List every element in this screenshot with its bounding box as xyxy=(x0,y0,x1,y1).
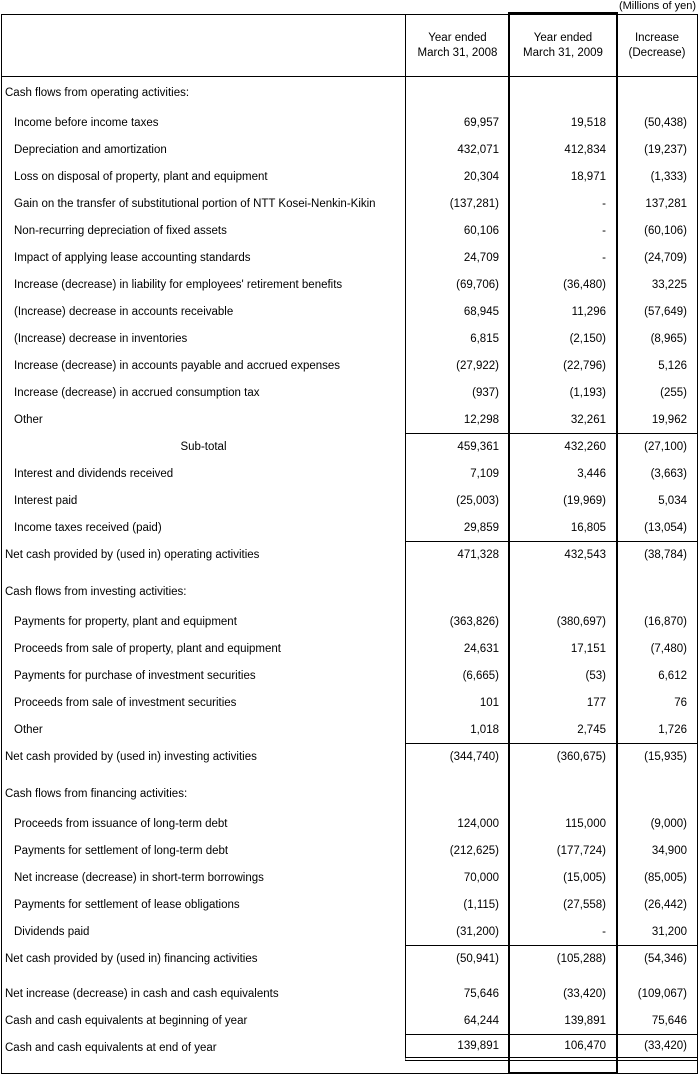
table-row xyxy=(2,136,697,163)
header-col-fy2009-line1: Year ended xyxy=(533,31,593,44)
header-empty-cell xyxy=(2,15,405,76)
value-fy2009 xyxy=(509,576,616,608)
value-fy2009: (177,724) xyxy=(509,837,616,864)
value-increase xyxy=(616,568,697,576)
table-row xyxy=(2,689,697,716)
value-fy2008: 60,106 xyxy=(405,217,509,244)
value-fy2009: (33,420) xyxy=(509,980,616,1007)
value-fy2008 xyxy=(405,770,509,778)
value-fy2009: (53) xyxy=(509,662,616,689)
row-label: Income before income taxes xyxy=(14,116,159,129)
value-increase xyxy=(616,576,697,608)
row-label: Cash flows from operating activities: xyxy=(5,87,190,99)
value-fy2008: 69,957 xyxy=(405,109,509,136)
value-fy2009: 11,296 xyxy=(509,298,616,325)
value-fy2008: 75,646 xyxy=(405,980,509,1007)
value-fy2009: 3,446 xyxy=(509,460,616,487)
row-label: Income taxes received (paid) xyxy=(14,521,162,534)
value-increase: (16,870) xyxy=(616,608,697,635)
value-increase: (24,709) xyxy=(616,244,697,271)
table-row xyxy=(2,487,697,514)
value-increase: (1,333) xyxy=(616,163,697,190)
table-body xyxy=(2,77,697,1061)
value-fy2008: 20,304 xyxy=(405,163,509,190)
table-row xyxy=(2,298,697,325)
value-fy2009: 115,000 xyxy=(509,810,616,837)
row-label: Payments for settlement of long-term debt xyxy=(14,844,229,857)
row-label xyxy=(2,568,405,576)
section-row xyxy=(2,576,697,608)
header-col-fy2008 xyxy=(405,15,509,76)
value-fy2008: 24,631 xyxy=(405,635,509,662)
units-caption: (Millions of yen) xyxy=(618,0,696,12)
value-fy2009: (36,480) xyxy=(509,271,616,298)
table-row xyxy=(2,945,697,972)
value-increase: (15,935) xyxy=(616,743,697,770)
table-row xyxy=(2,608,697,635)
table-row xyxy=(2,1007,697,1034)
value-fy2008: 68,945 xyxy=(405,298,509,325)
value-fy2009: - xyxy=(509,217,616,244)
value-fy2008: 24,709 xyxy=(405,244,509,271)
value-increase: (50,438) xyxy=(616,109,697,136)
value-fy2009 xyxy=(509,77,616,109)
value-increase: 75,646 xyxy=(616,1007,697,1034)
row-label: Dividends paid xyxy=(14,925,90,938)
value-fy2008: 459,361 xyxy=(405,433,509,460)
value-increase xyxy=(616,778,697,810)
row-label: Cash and cash equivalents at end of year xyxy=(5,1041,217,1054)
value-increase: (33,420) xyxy=(616,1034,697,1061)
table-row xyxy=(2,810,697,837)
value-increase: 34,900 xyxy=(616,837,697,864)
value-fy2009: (380,697) xyxy=(509,608,616,635)
table-row xyxy=(2,460,697,487)
value-fy2008: (937) xyxy=(405,379,509,406)
value-fy2009 xyxy=(509,778,616,810)
value-fy2008: 7,109 xyxy=(405,460,509,487)
value-fy2008: (25,003) xyxy=(405,487,509,514)
value-increase: (109,067) xyxy=(616,980,697,1007)
table-row xyxy=(2,918,697,945)
value-increase: 5,034 xyxy=(616,487,697,514)
header-col-increase-line1: Increase xyxy=(634,31,680,44)
table-row xyxy=(2,662,697,689)
value-fy2008: (212,625) xyxy=(405,837,509,864)
value-increase: 137,281 xyxy=(616,190,697,217)
value-increase: (26,442) xyxy=(616,891,697,918)
value-increase: 76 xyxy=(616,689,697,716)
value-increase: 19,962 xyxy=(616,406,697,433)
value-increase: (7,480) xyxy=(616,635,697,662)
row-label: Cash flows from financing activities: xyxy=(5,788,188,800)
value-fy2009: (360,675) xyxy=(509,743,616,770)
value-fy2009: (2,150) xyxy=(509,325,616,352)
value-fy2009: 18,971 xyxy=(509,163,616,190)
row-label: Other xyxy=(14,723,43,736)
value-fy2009: (105,288) xyxy=(509,945,616,972)
row-label: Net increase (decrease) in cash and cash equivalents xyxy=(5,987,279,1000)
value-fy2008: 12,298 xyxy=(405,406,509,433)
value-increase: 6,612 xyxy=(616,662,697,689)
spacer-row xyxy=(2,972,697,980)
value-increase: (54,346) xyxy=(616,945,697,972)
value-fy2009: 17,151 xyxy=(509,635,616,662)
value-fy2009 xyxy=(509,972,616,980)
row-label: Gain on the transfer of substitutional portion of NTT Kosei-Nenkin-Kikin xyxy=(14,197,376,210)
value-fy2008: (50,941) xyxy=(405,945,509,972)
header-col-fy2009-line2: March 31, 2009 xyxy=(523,46,603,59)
row-label: Impact of applying lease accounting standards xyxy=(14,251,251,264)
table-row xyxy=(2,743,697,770)
cash-flow-table xyxy=(1,14,698,1074)
value-increase xyxy=(616,770,697,778)
row-label: Payments for purchase of investment securities xyxy=(14,669,256,682)
table-row xyxy=(2,325,697,352)
value-fy2008: (27,922) xyxy=(405,352,509,379)
value-increase: 31,200 xyxy=(616,918,697,945)
value-increase: (60,106) xyxy=(616,217,697,244)
value-fy2009: (22,796) xyxy=(509,352,616,379)
section-row xyxy=(2,778,697,810)
table-row xyxy=(2,635,697,662)
value-fy2009 xyxy=(509,770,616,778)
row-label xyxy=(2,770,405,778)
value-increase: 33,225 xyxy=(616,271,697,298)
table-row xyxy=(2,190,697,217)
spacer-row xyxy=(2,770,697,778)
table-row xyxy=(2,109,697,136)
value-fy2008: (69,706) xyxy=(405,271,509,298)
row-label: Sub-total xyxy=(180,440,227,453)
value-fy2008: 6,815 xyxy=(405,325,509,352)
value-increase: 5,126 xyxy=(616,352,697,379)
row-label: Increase (decrease) in accrued consumption tax xyxy=(14,386,260,399)
value-fy2008: (31,200) xyxy=(405,918,509,945)
row-label: Loss on disposal of property, plant and equipment xyxy=(14,170,268,183)
row-label: (Increase) decrease in inventories xyxy=(14,332,188,345)
value-fy2009: 432,543 xyxy=(509,541,616,568)
table-row xyxy=(2,1034,697,1061)
row-label: Payments for property, plant and equipment xyxy=(14,615,237,628)
value-fy2008 xyxy=(405,77,509,109)
value-fy2008 xyxy=(405,576,509,608)
header-col-increase xyxy=(616,15,697,76)
value-fy2008: (137,281) xyxy=(405,190,509,217)
value-increase: (3,663) xyxy=(616,460,697,487)
value-fy2009: - xyxy=(509,244,616,271)
value-increase xyxy=(616,77,697,109)
table-row xyxy=(2,379,697,406)
row-label: Net cash provided by (used in) operating activities xyxy=(5,548,260,561)
row-label: Proceeds from sale of property, plant and equipment xyxy=(14,642,281,655)
value-fy2008: 139,891 xyxy=(405,1034,509,1061)
value-increase: (38,784) xyxy=(616,541,697,568)
value-fy2009: 19,518 xyxy=(509,109,616,136)
row-label: Proceeds from sale of investment securities xyxy=(14,696,237,709)
value-fy2008: 471,328 xyxy=(405,541,509,568)
value-fy2008: 29,859 xyxy=(405,514,509,541)
table-row xyxy=(2,433,697,460)
value-fy2008 xyxy=(405,778,509,810)
value-fy2008: (363,826) xyxy=(405,608,509,635)
header-col-fy2009 xyxy=(509,15,616,76)
value-fy2009: - xyxy=(509,190,616,217)
row-label: Increase (decrease) in accounts payable and accrued expenses xyxy=(14,359,341,372)
value-fy2008: 101 xyxy=(405,689,509,716)
table-row xyxy=(2,163,697,190)
value-fy2008: 70,000 xyxy=(405,864,509,891)
table-row xyxy=(2,837,697,864)
value-fy2008 xyxy=(405,972,509,980)
value-increase: (255) xyxy=(616,379,697,406)
row-label: Interest and dividends received xyxy=(14,467,174,480)
value-increase xyxy=(616,972,697,980)
value-fy2009: (15,005) xyxy=(509,864,616,891)
value-increase: (19,237) xyxy=(616,136,697,163)
spacer-row xyxy=(2,568,697,576)
value-increase: (13,054) xyxy=(616,514,697,541)
table-row xyxy=(2,352,697,379)
table-row xyxy=(2,514,697,541)
value-fy2009: 177 xyxy=(509,689,616,716)
table-row xyxy=(2,271,697,298)
value-fy2008: (344,740) xyxy=(405,743,509,770)
value-fy2009: 16,805 xyxy=(509,514,616,541)
value-fy2009: 412,834 xyxy=(509,136,616,163)
value-fy2008: (6,665) xyxy=(405,662,509,689)
value-fy2009 xyxy=(509,568,616,576)
header-col-increase-line2: (Decrease) xyxy=(628,46,686,59)
value-fy2009: 432,260 xyxy=(509,433,616,460)
row-label: Proceeds from issuance of long-term debt xyxy=(14,817,228,830)
row-label: Other xyxy=(14,413,43,426)
row-label xyxy=(2,972,405,980)
table-row xyxy=(2,980,697,1007)
value-fy2008: 64,244 xyxy=(405,1007,509,1034)
table-row xyxy=(2,244,697,271)
row-label: Net cash provided by (used in) investing activities xyxy=(5,750,257,763)
row-label: Net increase (decrease) in short-term borrowings xyxy=(14,871,264,884)
value-fy2009: - xyxy=(509,918,616,945)
row-label: Payments for settlement of lease obligations xyxy=(14,898,240,911)
value-fy2009: (19,969) xyxy=(509,487,616,514)
table-header-row xyxy=(2,15,697,77)
value-fy2008: 124,000 xyxy=(405,810,509,837)
value-fy2008: 432,071 xyxy=(405,136,509,163)
table-row xyxy=(2,716,697,743)
value-increase: (9,000) xyxy=(616,810,697,837)
table-row xyxy=(2,217,697,244)
table-row xyxy=(2,864,697,891)
value-fy2008: (1,115) xyxy=(405,891,509,918)
value-fy2008: 1,018 xyxy=(405,716,509,743)
value-increase: 1,726 xyxy=(616,716,697,743)
value-fy2009: (1,193) xyxy=(509,379,616,406)
row-label: Increase (decrease) in liability for employees' retirement benefits xyxy=(14,278,343,291)
row-label: Depreciation and amortization xyxy=(14,143,167,156)
value-increase: (27,100) xyxy=(616,433,697,460)
value-increase: (8,965) xyxy=(616,325,697,352)
row-label: Non-recurring depreciation of fixed assets xyxy=(14,224,227,237)
value-fy2009: 106,470 xyxy=(509,1034,616,1061)
row-label: (Increase) decrease in accounts receivable xyxy=(14,305,234,318)
table-row xyxy=(2,891,697,918)
row-label: Cash flows from investing activities: xyxy=(5,586,187,598)
value-fy2009: 2,745 xyxy=(509,716,616,743)
header-col-fy2008-line2: March 31, 2008 xyxy=(417,46,498,59)
row-label: Net cash provided by (used in) financing activities xyxy=(5,952,258,965)
value-fy2009: 139,891 xyxy=(509,1007,616,1034)
value-increase: (85,005) xyxy=(616,864,697,891)
table-row xyxy=(2,541,697,568)
row-label: Cash and cash equivalents at beginning of year xyxy=(5,1014,248,1027)
value-fy2009: (27,558) xyxy=(509,891,616,918)
section-row xyxy=(2,77,697,109)
table-row xyxy=(2,406,697,433)
header-col-fy2008-line1: Year ended xyxy=(428,31,487,44)
value-fy2008 xyxy=(405,568,509,576)
value-fy2009: 32,261 xyxy=(509,406,616,433)
row-label: Interest paid xyxy=(14,494,78,507)
value-increase: (57,649) xyxy=(616,298,697,325)
